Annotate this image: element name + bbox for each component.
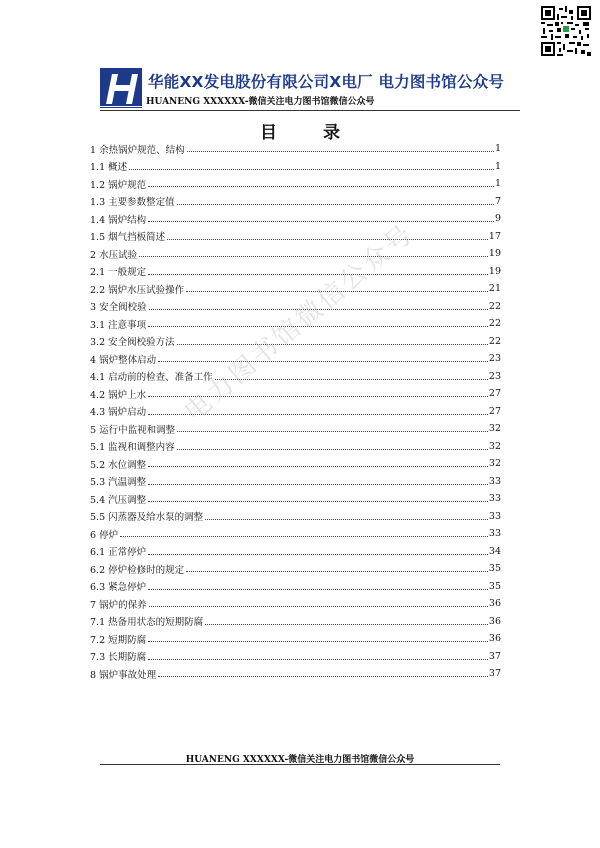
toc-page-number: 32 (488, 423, 501, 435)
toc-leader (205, 519, 488, 520)
toc-page-number: 22 (488, 300, 501, 312)
toc-leader (148, 554, 488, 555)
toc-page-number: 1 (494, 143, 501, 155)
toc-leader (167, 239, 488, 240)
toc-row[interactable] (90, 578, 501, 596)
page-footer: HUANENG XXXXXX-微信关注电力图书馆微信公众号 (185, 755, 415, 765)
toc-title: 目 录 (260, 123, 360, 143)
toc-page-number: 36 (488, 598, 501, 610)
toc-page-number: 33 (488, 528, 501, 540)
toc-page-number: 7 (494, 195, 501, 207)
toc-leader (149, 606, 488, 607)
toc-row[interactable] (90, 280, 501, 298)
header-subline: HUANENG XXXXXX-微信关注电力图书馆微信公众号 (146, 97, 375, 107)
toc-leader (129, 169, 494, 170)
toc-page-number: 33 (488, 475, 501, 487)
toc-row[interactable] (90, 630, 501, 648)
toc-page-number: 35 (488, 563, 501, 575)
toc-label: 7.3 长期防腐 (90, 652, 147, 664)
toc-row[interactable] (90, 228, 501, 246)
toc-row[interactable] (90, 420, 501, 438)
toc-label: 2 水压试验 (90, 249, 138, 261)
toc-leader (120, 536, 488, 537)
toc-page-number: 1 (494, 160, 501, 172)
toc-row[interactable] (90, 648, 501, 666)
toc-label: 6.3 紧急停炉 (90, 582, 147, 594)
toc-row[interactable] (90, 490, 501, 508)
toc-page-number: 1 (494, 178, 501, 190)
toc-label: 8 锅炉事故处理 (90, 669, 157, 681)
table-of-contents (90, 140, 501, 683)
footer-divider (100, 764, 500, 765)
toc-row[interactable] (90, 245, 501, 263)
toc-page-number: 23 (488, 370, 501, 382)
toc-row[interactable] (90, 543, 501, 561)
toc-page-number: 34 (488, 545, 501, 557)
toc-leader (148, 641, 488, 642)
toc-row[interactable] (90, 385, 501, 403)
toc-label: 4.1 启动前的检查、准备工作 (90, 372, 213, 384)
toc-leader (148, 659, 488, 660)
toc-page-number: 17 (488, 230, 501, 242)
toc-page-number: 27 (488, 405, 501, 417)
toc-leader (177, 449, 488, 450)
toc-label: 5.5 闪蒸器及给水泵的调整 (90, 512, 204, 524)
toc-leader (148, 484, 488, 485)
toc-page-number: 37 (488, 650, 501, 662)
toc-leader (158, 361, 488, 362)
toc-row[interactable] (90, 158, 501, 176)
toc-label: 5.4 汽压调整 (90, 494, 147, 506)
toc-page-number: 33 (488, 493, 501, 505)
toc-page-number: 37 (488, 668, 501, 680)
toc-leader (177, 431, 488, 432)
toc-label: 2.2 锅炉水压试验操作 (90, 284, 185, 296)
toc-page-number: 22 (488, 318, 501, 330)
toc-row[interactable] (90, 210, 501, 228)
toc-page-number: 33 (488, 510, 501, 522)
toc-label: 7 锅炉的保养 (90, 599, 147, 611)
toc-page-number: 35 (488, 580, 501, 592)
watermark: 电力图书馆微信公众号 (178, 218, 421, 428)
toc-label: 3 安全阀校验 (90, 302, 147, 314)
toc-label: 2.1 一般规定 (90, 267, 147, 279)
toc-leader (139, 256, 488, 257)
toc-leader (148, 186, 494, 187)
toc-page-number: 27 (488, 388, 501, 400)
huaneng-logo-icon (100, 68, 142, 110)
toc-row[interactable] (90, 368, 501, 386)
toc-leader (148, 589, 488, 590)
toc-label: 1.2 锅炉规范 (90, 179, 147, 191)
toc-row[interactable] (90, 613, 501, 631)
toc-page-number: 19 (488, 265, 501, 277)
toc-label: 6.2 停炉检修时的规定 (90, 564, 185, 576)
toc-row[interactable] (90, 473, 501, 491)
toc-page-number: 9 (494, 213, 501, 225)
toc-row[interactable] (90, 140, 501, 158)
toc-page-number: 21 (488, 283, 501, 295)
toc-leader (187, 151, 494, 152)
toc-page-number: 36 (488, 633, 501, 645)
toc-label: 5 运行中监视和调整 (90, 424, 176, 436)
toc-label: 4.2 锅炉上水 (90, 389, 147, 401)
toc-label: 5.3 汽温调整 (90, 477, 147, 489)
toc-label: 1.5 烟气挡板简述 (90, 232, 166, 244)
qr-code-icon (541, 6, 591, 56)
toc-row[interactable] (90, 560, 501, 578)
toc-row[interactable] (90, 438, 501, 456)
toc-label: 1.1 概述 (90, 162, 128, 174)
toc-row[interactable] (90, 193, 501, 211)
toc-row[interactable] (90, 665, 501, 683)
toc-page-number: 32 (488, 440, 501, 452)
toc-label: 4.3 锅炉启动 (90, 407, 147, 419)
toc-row[interactable] (90, 508, 501, 526)
toc-label: 4 锅炉整体启动 (90, 354, 157, 366)
toc-leader (177, 344, 488, 345)
header-divider (100, 110, 520, 111)
company-name: 华能XX发电股份有限公司X电厂 电力图书馆公众号 (148, 73, 505, 91)
toc-label: 5.1 监视和调整内容 (90, 442, 175, 454)
toc-page-number: 23 (488, 353, 501, 365)
toc-label: 1 余热锅炉规范、结构 (90, 144, 185, 156)
toc-leader (205, 624, 488, 625)
toc-leader (158, 676, 488, 677)
toc-leader (148, 221, 494, 222)
toc-label: 6 停炉 (90, 529, 119, 541)
toc-leader (148, 501, 488, 502)
toc-leader (177, 204, 494, 205)
toc-label: 3.2 安全阀校验方法 (90, 337, 175, 349)
toc-row[interactable] (90, 263, 501, 281)
toc-page-number: 19 (488, 248, 501, 260)
toc-label: 7.1 热备用状态的短期防腐 (90, 617, 204, 629)
toc-label: 1.4 锅炉结构 (90, 214, 147, 226)
toc-row[interactable] (90, 525, 501, 543)
toc-row[interactable] (90, 175, 501, 193)
toc-page-number: 22 (488, 335, 501, 347)
toc-page-number: 36 (488, 615, 501, 627)
document-header (100, 68, 520, 112)
toc-label: 6.1 正常停炉 (90, 547, 147, 559)
toc-label: 5.2 水位调整 (90, 459, 147, 471)
toc-leader (148, 466, 488, 467)
toc-row[interactable] (90, 350, 501, 368)
toc-row[interactable] (90, 403, 501, 421)
toc-row[interactable] (90, 595, 501, 613)
toc-row[interactable] (90, 455, 501, 473)
toc-leader (148, 274, 488, 275)
toc-label: 7.2 短期防腐 (90, 634, 147, 646)
toc-leader (186, 571, 488, 572)
toc-page-number: 32 (488, 458, 501, 470)
toc-label: 3.1 注意事项 (90, 319, 147, 331)
toc-label: 1.3 主要参数整定值 (90, 197, 175, 209)
